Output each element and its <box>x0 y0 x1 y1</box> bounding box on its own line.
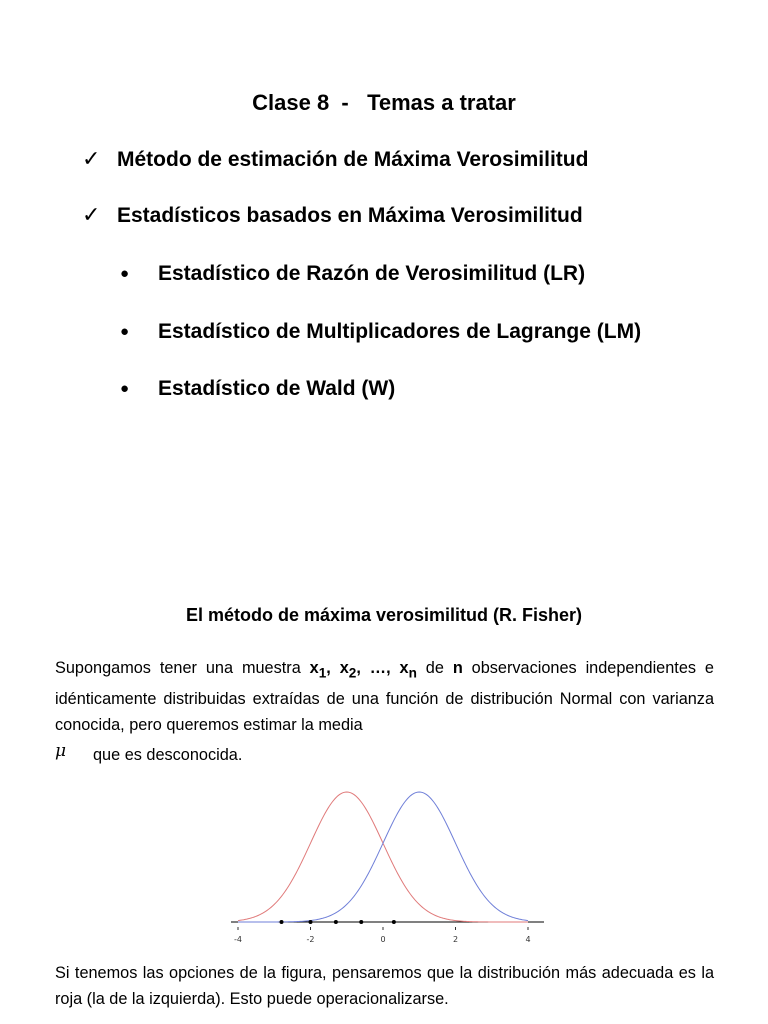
page-title: Clase 8 - Temas a tratar <box>252 90 516 115</box>
checkmark-icon: ✓ <box>82 146 101 171</box>
x-tick-label: 4 <box>525 935 531 944</box>
sample-point <box>309 920 313 924</box>
topic-item-statistics <box>82 202 583 228</box>
sample-point <box>359 920 363 924</box>
checkmark-icon: ✓ <box>82 202 101 227</box>
subtopic-item-lr <box>120 262 585 286</box>
n-symbol: n <box>452 659 463 677</box>
subtopic-item-lm <box>120 320 641 344</box>
x2-symbol: $x_2$ <box>339 659 357 681</box>
topic-label: Estadísticos basados en Máxima Verosimilitud <box>117 204 583 227</box>
density-curve-0 <box>238 792 528 922</box>
x-tick-label: -2 <box>306 935 315 944</box>
x-tick-label: 2 <box>452 935 459 944</box>
sample-point <box>280 920 284 924</box>
x-tick-label: 0 <box>380 935 386 944</box>
subtopic-label: Estadístico de Multiplicadores de Lagrange (LM) <box>158 320 642 343</box>
subtopic-label: Estadístico de Razón de Verosimilitud (LR) <box>158 262 586 285</box>
x-tick-label: -4 <box>234 935 242 944</box>
bullet-icon: ● <box>120 323 130 340</box>
mu-symbol: μ <box>55 741 67 762</box>
x-axis-ticks <box>234 927 531 944</box>
subtopic-item-wald <box>120 377 395 401</box>
sample-point <box>392 920 396 924</box>
topic-item-mle <box>82 146 588 172</box>
conclusion-paragraph: Si tenemos las opciones de la figura, pensaremos que la distribución más adecuada es la roja (la de la izquierda). Esto puede operacionalizarse. <box>55 964 714 1008</box>
sample-point <box>334 920 338 924</box>
section-title: El método de máxima verosimilitud (R. Fisher) <box>185 605 583 625</box>
subtopic-label: Estadístico de Wald (W) <box>158 377 396 400</box>
xn-symbol: $x_n$ <box>399 659 417 681</box>
density-curve-1 <box>238 792 528 922</box>
x1-symbol: $x_1$ <box>309 659 327 681</box>
bullet-icon: ● <box>120 380 130 397</box>
normal-distributions-chart <box>226 782 548 948</box>
density-curves <box>238 792 528 922</box>
intro-paragraph: Supongamos tener una muestra $x_1$, $x_2$, …, $x_n$ de n observaciones independientes e idénticamente distribuidas extraídas de una función de distribución Normal con varianza conocida, pero queremos estimar la media μ que es desconocida. <box>55 659 714 765</box>
bullet-icon: ● <box>120 265 130 282</box>
topic-label: Método de estimación de Máxima Verosimilitud <box>117 148 589 171</box>
ellipsis: … <box>369 659 387 677</box>
